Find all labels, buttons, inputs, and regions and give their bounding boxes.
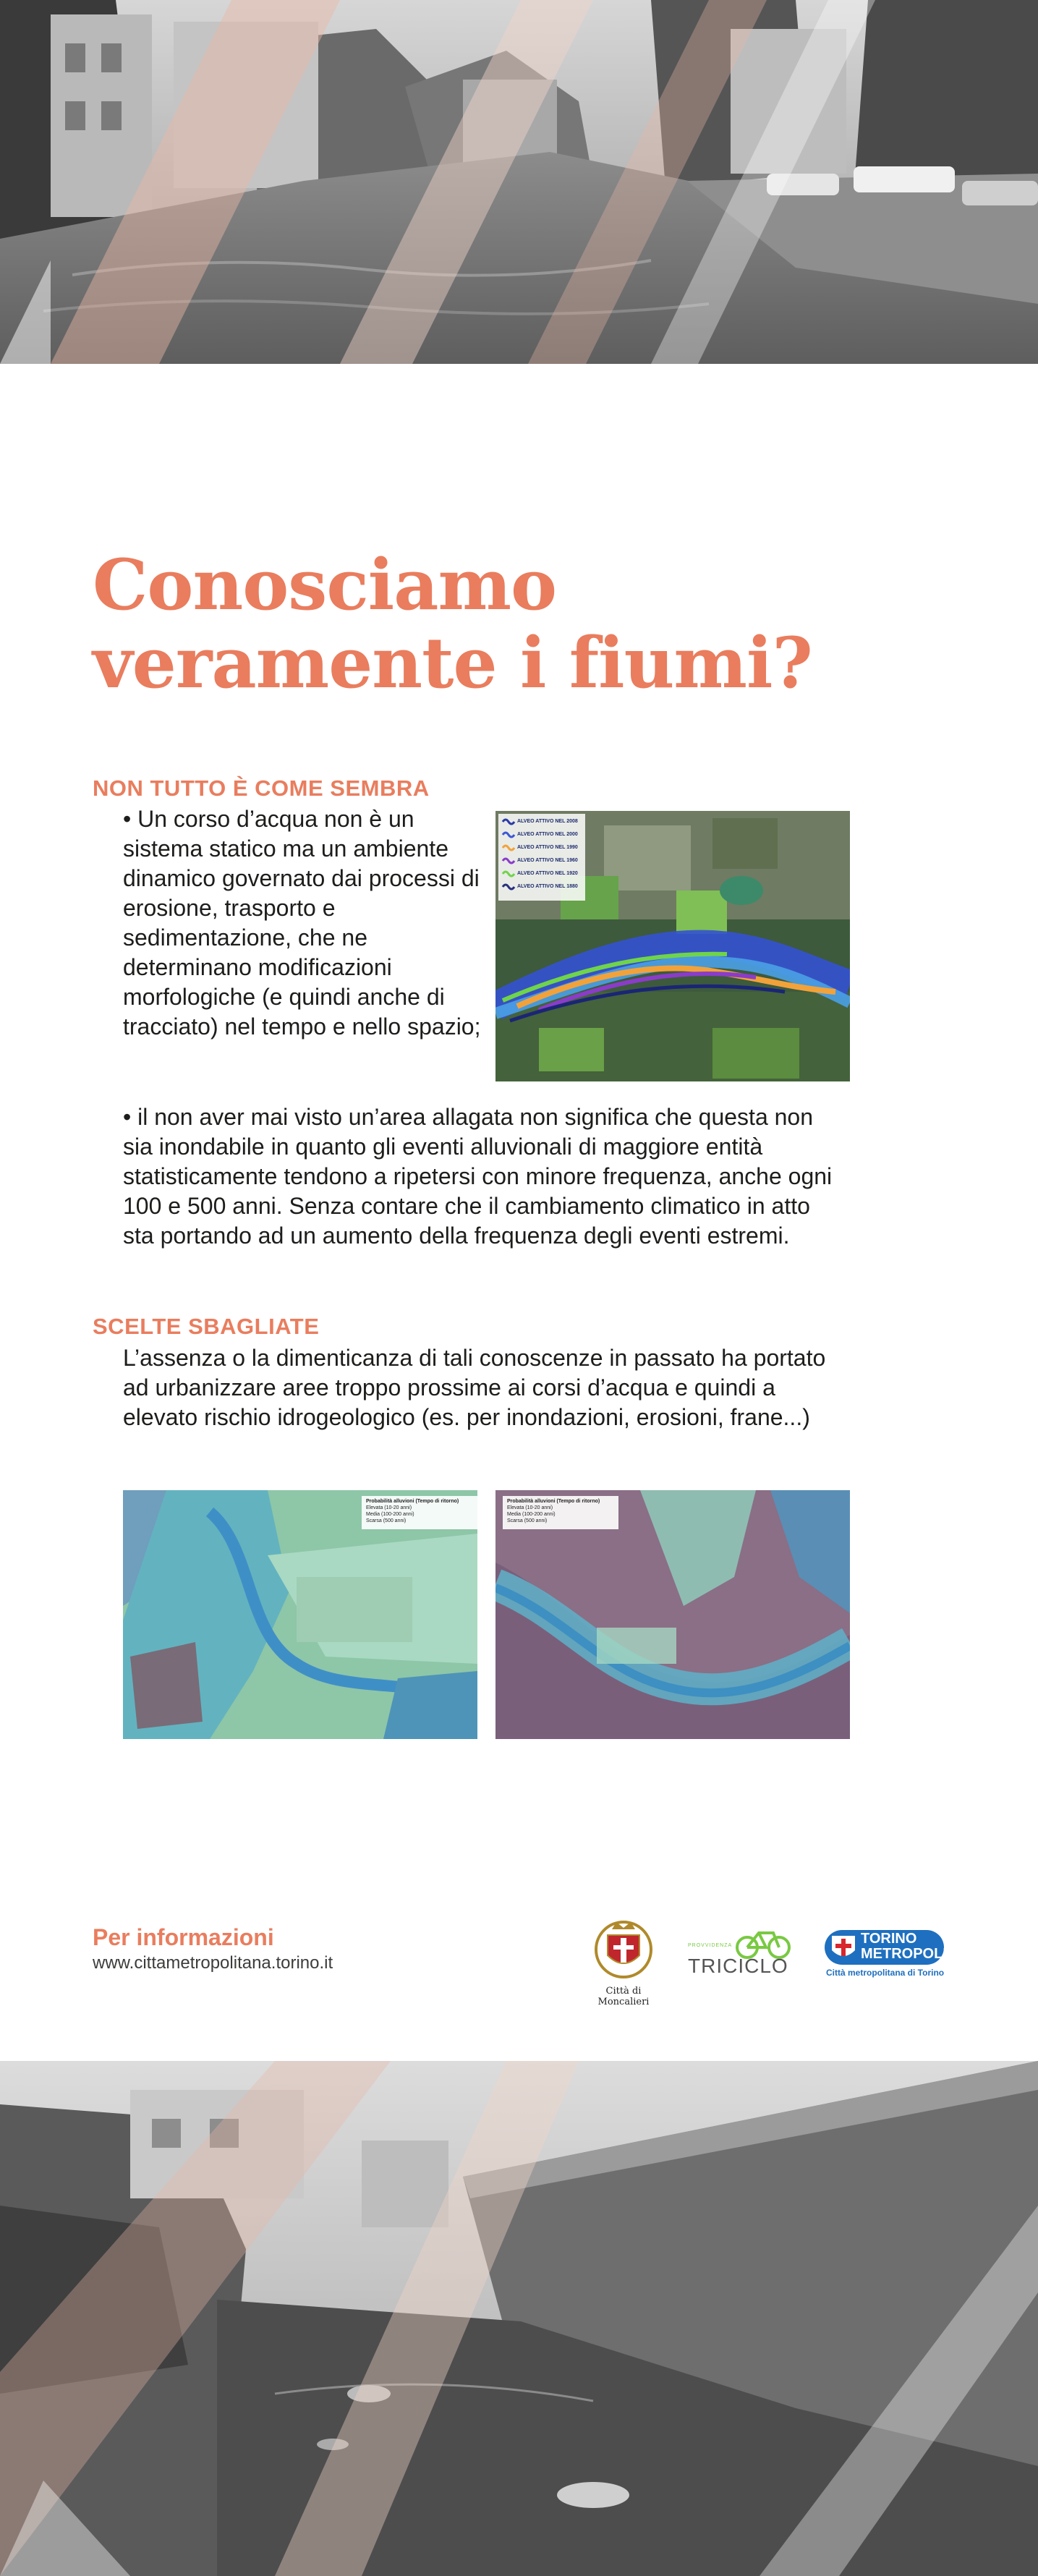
section-heading-scelte-sbagliate: SCELTE SBAGLIATE [93,1314,320,1339]
moncalieri-crest-icon [587,1913,660,1982]
flood-map-left-legend [362,1496,477,1529]
footer-photo [0,2061,1038,2576]
legend-item: ALVEO ATTIVO NEL 1880 [517,884,578,889]
flood-legend-title: Probabilità alluvioni (Tempo di ritorno) [507,1499,600,1504]
flood-legend-line: Elevata (10-20 anni) [507,1505,553,1510]
torino-line-2: METROPOLI [861,1946,947,1962]
triciclo-logo [684,1924,799,1982]
legend-item: ALVEO ATTIVO NEL 1960 [517,858,578,863]
flood-legend-title: Probabilità alluvioni (Tempo di ritorno) [366,1499,459,1504]
section-1-paragraph-1: • Un corso d’acqua non è un sistema statico ma un ambiente dinamico governato dai processi di erosione, trasporto e sedimentazione, che ne determinano modificazioni morfologiche (e quindi anche di tracciato) nel tempo e nello spazio; [123,806,481,1040]
page-title [93,546,961,702]
section-1-paragraph-2: • il non aver mai visto un’area allagata non significa che questa non sia inondabile in quanto gli eventi alluvionali di maggiore entità statisticamente tendono a ripetersi con minore frequenza, anche ogni 100 e 500 anni. Senza contare che il cambiamento climatico in atto sta portando ad un aumento della frequenza degli eventi estremi. [123,1104,833,1249]
section-heading-non-tutto: NON TUTTO È COME SEMBRA [93,775,430,801]
river-course-map [495,811,850,1081]
flood-legend-line: Media (100-200 anni) [366,1512,414,1517]
legend-item: ALVEO ATTIVO NEL 2008 [517,819,578,824]
moncalieri-logo [587,1913,660,2007]
title-line-2: veramente i fiumi? [93,622,812,704]
info-label: Per informazioni [93,1924,274,1950]
info-url-link[interactable]: www.cittametropolitana.torino.it [93,1953,333,1973]
flood-map-right-legend [503,1496,618,1529]
flood-legend-line: Media (100-200 anni) [507,1512,556,1517]
section-2-paragraph: L’assenza o la dimenticanza di tali conoscenze in passato ha portato ad urbanizzare aree troppo prossime ai corsi d’acqua e quindi a elevato rischio idrogeologico (es. per inondazioni, erosioni, frane...) [123,1345,826,1430]
flood-map-left [123,1490,477,1739]
triciclo-name: TRICICLO [688,1955,788,1977]
triciclo-small-text: PROVVIDENZA [688,1943,733,1948]
legend-wave-icons [501,815,516,896]
torino-line-1: TORINO [861,1931,917,1947]
legend-item: ALVEO ATTIVO NEL 1990 [517,845,578,850]
moncalieri-line-2: Moncalieri [597,1997,650,2007]
flood-map-right [495,1490,850,1739]
flood-legend-line: Elevata (10-20 anni) [366,1505,412,1510]
moncalieri-line-1: Città di [605,1986,642,1997]
title-line-1: Conosciamo [93,544,557,626]
torino-sub: Città metropolitana di Torino [826,1968,945,1978]
flood-legend-line: Scarsa (500 anni) [366,1518,407,1523]
header-photo [0,0,1038,364]
legend-item: ALVEO ATTIVO NEL 1920 [517,871,578,876]
legend-item: ALVEO ATTIVO NEL 2000 [517,832,578,837]
flood-legend-line: Scarsa (500 anni) [507,1518,548,1523]
torino-metropoli-logo [825,1930,951,1988]
torino-shield-icon [829,1933,858,1962]
